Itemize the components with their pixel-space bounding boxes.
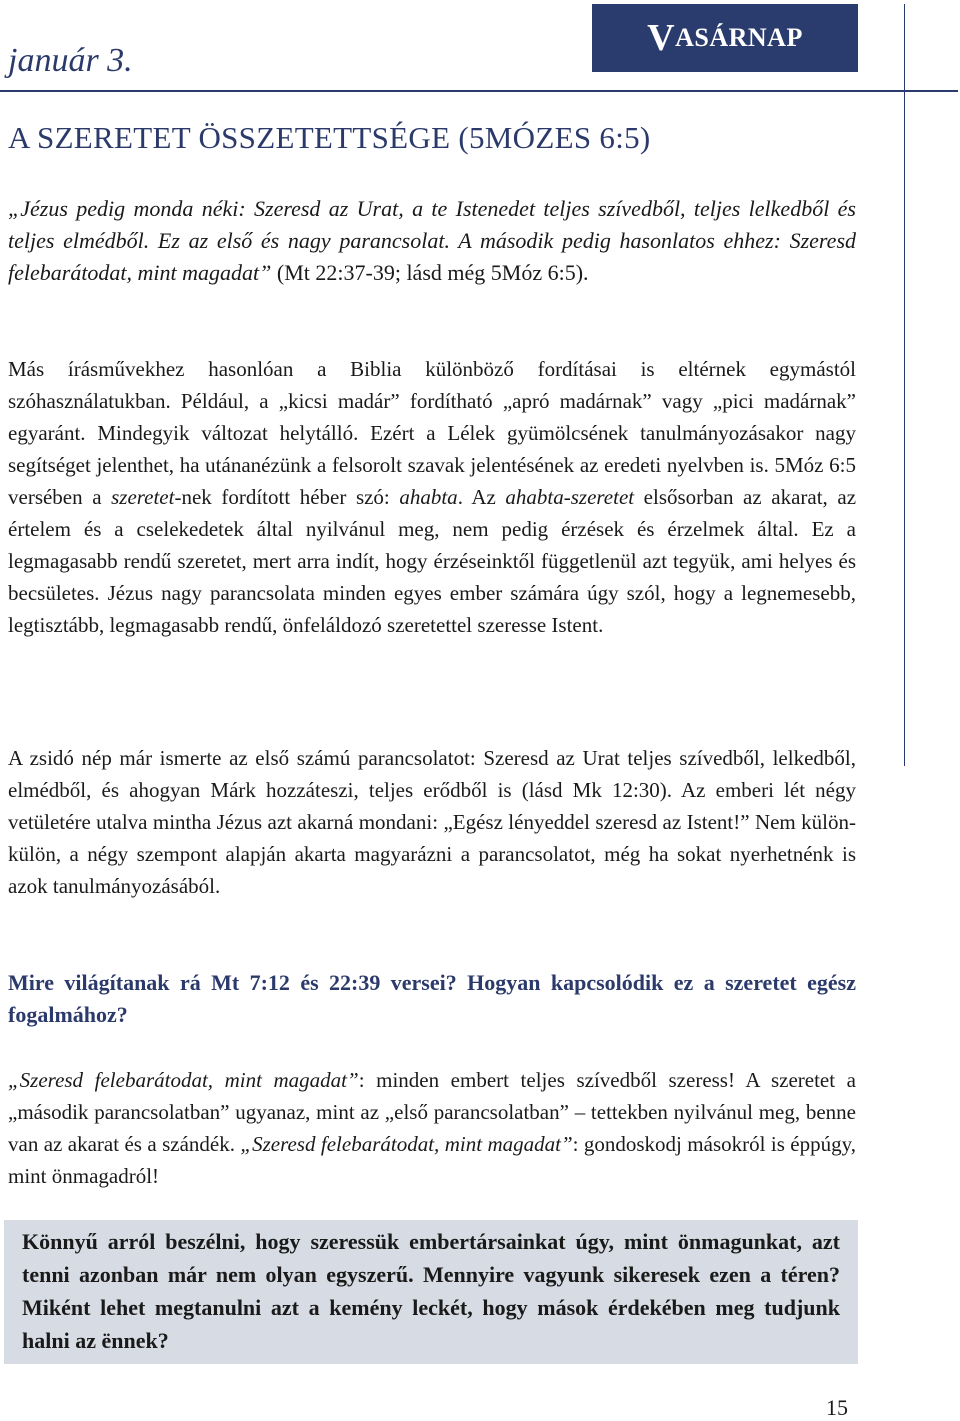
day-rest: ASÁRNAP xyxy=(675,23,803,52)
para5-text-d: : gondoskodj másokról is éppúgy, mint önmagadról! xyxy=(8,1132,856,1188)
para2-text-e: . Az xyxy=(457,485,506,509)
para5-quote-2: „Szeresd felebarátodat, mint magadat” xyxy=(240,1132,573,1156)
study-question: Mire világítanak rá Mt 7:12 és 22:39 versei? Hogyan kapcsolódik ez a szeretet egész fogalmához? xyxy=(8,970,856,1027)
margin-rule xyxy=(904,4,905,766)
para2-text-g: elsősorban az akarat, az értelem és a cselekedetek által nyilvánul meg, nem pedig érzések és érzelmek által. Ez a legmagasabb rendű szeretet, mert arra indít, hogy érzéseinktől függetlenül azt tegyük, ami helyes és becsületes. Jézus nagy parancsolata minden egyes ember számára úgy szól, hogy a legnemesebb, legtisztább, legmagasabb rendű, önfeláldozó szeretettel szeresse Istent. xyxy=(8,485,857,637)
paragraph-commandment: A zsidó nép már ismerte az első számú parancsolatot: Szeresd az Urat teljes szívedből, lelkedből, elmédből, és ahogyan Márk hozzáteszi, teljes erődből is (lásd Mk 12:30). Az emberi lét négy vetületére utalva mintha Jézus azt akarná mondani: „Egész lényeddel szeresd az Istent!” Nem külön-külön, a négy szempont alapján akarta magyarázni a parancsolatot, még ha sokat nyerhetnénk is azok tanulmányozásából. xyxy=(8,746,856,898)
para2-term-ahabta: ahabta xyxy=(399,485,458,509)
para2-term-ahabta-szeretet: ahabta-szeretet xyxy=(505,485,635,509)
para5-quote-1: „Szeresd felebarátodat, mint magadat” xyxy=(8,1068,359,1092)
para2-text-c: -nek fordított héber szó: xyxy=(174,485,400,509)
para2-text-a: Más írásművekhez hasonlóan a Biblia különböző fordításai is eltérnek egymástól szóhasználatukban. Például, a „kicsi madár” fordítható „apró madárnak” vagy „pici madárnak” egyaránt. Mindegyik változat helytálló. Ezért a Lélek gyümölcsének tanulmányozásakor nagy segítséget jelenthet, ha utánanézünk a felsorolt szavak jelentésének az eredeti nyelvben is. 5Móz 6:5 versében a xyxy=(8,357,856,509)
reflection-text: Könnyű arról beszélni, hogy szeressük embertársainkat úgy, mint önmagunkat, azt tenni azonban már nem olyan egyszerű. Mennyire vagyunk sikeresek ezen a téren? Miként lehet megtanulni azt a kemény leckét, hogy mások érdekében meg tudjunk halni az ënnek? xyxy=(22,1229,840,1353)
page-number: 15 xyxy=(826,1395,848,1420)
page-title: A SZERETET ÖSSZETETTSÉGE (5MÓZES 6:5) xyxy=(8,120,651,155)
verse-text: „Jézus pedig monda néki: Szeresd az Urat, a te Istenedet teljes szívedből, teljes lelkedből és teljes elmédből. Ez az első és nagy parancsolat. A második pedig hasonlatos ehhez: Szeresd felebarátodat, mint magadat” xyxy=(8,196,856,285)
header-rule xyxy=(0,90,958,92)
para2-term-szeretet: szeretet xyxy=(111,485,175,509)
verse-reference: (Mt 22:37-39; lásd még 5Móz 6:5). xyxy=(271,260,589,285)
paragraph-translations xyxy=(8,353,856,641)
para5-text-b: : minden embert teljes szívedből szeress! A szeretet a „második parancsolatban” ugyanaz, mint az „első parancsolatban” – tettekben nyilvánul meg, benne van az akarat és a szándék. xyxy=(8,1068,856,1156)
bible-verse xyxy=(8,193,856,289)
day-initial: V xyxy=(647,17,676,59)
date-label: január 3. xyxy=(8,42,133,79)
day-badge xyxy=(592,4,858,72)
paragraph-neighbor xyxy=(8,1064,856,1192)
